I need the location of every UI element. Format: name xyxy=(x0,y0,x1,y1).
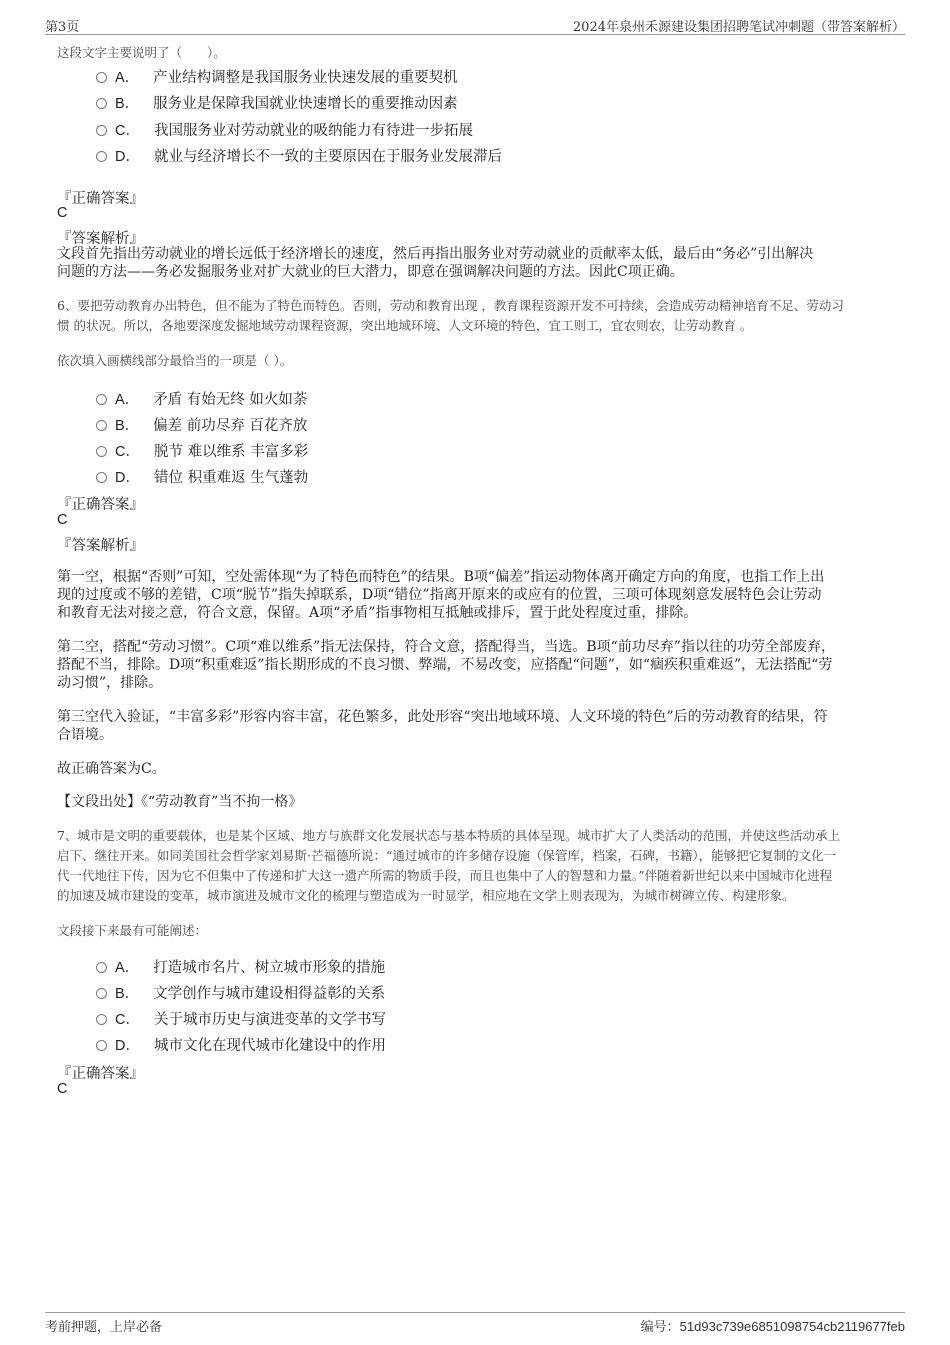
radio-icon[interactable] xyxy=(96,151,107,162)
q6-option-b[interactable]: B． 偏差 前功尽弃 百花齐放 xyxy=(96,414,307,434)
q5-stem: 这段文字主要说明了（ ）。 xyxy=(57,45,226,60)
q5-analysis-line2: 问题的方法——务必发掘服务业对扩大就业的巨大潜力，即意在强调解决问题的方法。因此C项正确。 xyxy=(57,264,684,280)
q5-option-b[interactable]: B． 服务业是保障我国就业快速增长的重要推动因素 xyxy=(96,92,458,112)
document-title: 2024年泉州禾源建设集团招聘笔试冲刺题（带答案解析） xyxy=(572,20,905,35)
q5-answer-label: 『正确答案』 xyxy=(57,191,144,207)
page-number: 第3页 xyxy=(45,20,80,35)
q7-stem-line3: 代一代地往下传，因为它不但集中了传递和扩大这一遗产所需的物质手段，而且也集中了人的智慧和力量。”伴随着新世纪以来中国城市化进程 xyxy=(57,868,833,883)
radio-icon[interactable] xyxy=(96,394,107,405)
radio-icon[interactable] xyxy=(96,1014,107,1025)
q6-source: 【文段出处】《“劳动教育”当不拘一格》 xyxy=(57,794,303,810)
q6-analysis-p2-line3: 动习惯”，排除。 xyxy=(57,675,163,691)
footer-code-value: 51d93c739e6851098754cb2119677feb xyxy=(679,1319,905,1334)
q7-stem-line4: 的加速及城市建设的变革，城市演进及城市文化的梳理与塑造成为一时显学，相应地在文学上则表现为，为城市树碑立传、构建形象。 xyxy=(57,888,795,903)
q5-option-d[interactable]: D． 就业与经济增长不一致的主要原因在于服务业发展滞后 xyxy=(96,145,502,165)
q5-answer: C xyxy=(57,205,68,221)
q6-analysis-p3-line2: 合语境。 xyxy=(57,727,113,743)
q6-answer-label: 『正确答案』 xyxy=(57,497,144,513)
page-footer xyxy=(45,1312,905,1333)
q5-option-a[interactable]: A． 产业结构调整是我国服务业快速发展的重要契机 xyxy=(96,66,458,86)
q6-analysis-p1-line3: 和教育无法对接之意，符合文意，保留。A项“矛盾”指事物相互抵触或排斥，置于此处程度过重，排除。 xyxy=(57,605,698,621)
radio-icon[interactable] xyxy=(96,72,107,83)
q6-analysis-p1-line1: 第一空，根据“否则”可知，空处需体现“为了特色而特色”的结果。B项“偏差”指运动物体离开确定方向的角度，也指工作上出 xyxy=(57,569,825,585)
q7-answer: C xyxy=(57,1081,68,1097)
radio-icon[interactable] xyxy=(96,125,107,136)
q7-option-d[interactable]: D． 城市文化在现代城市化建设中的作用 xyxy=(96,1034,386,1054)
radio-icon[interactable] xyxy=(96,472,107,483)
q6-analysis-label: 『答案解析』 xyxy=(57,538,144,554)
page-header xyxy=(45,14,905,35)
q7-option-a[interactable]: A． 打造城市名片、树立城市形象的措施 xyxy=(96,956,385,976)
q7-stem-line2: 启下、继往开来。如同美国社会哲学家刘易斯·芒福德所说：“通过城市的许多储存设施（保管库，档案，石碑，书籍），能够把它复制的文化一 xyxy=(57,848,837,863)
footer-slogan: 考前押题，上岸必备 xyxy=(45,1320,163,1335)
q6-answer: C xyxy=(57,512,68,528)
q6-option-d[interactable]: D． 错位 积重难返 生气蓬勃 xyxy=(96,466,308,486)
radio-icon[interactable] xyxy=(96,420,107,431)
radio-icon[interactable] xyxy=(96,988,107,999)
q7-option-c[interactable]: C． 关于城市历史与演进变革的文学书写 xyxy=(96,1008,386,1028)
q6-final-answer: 故正确答案为C。 xyxy=(57,761,166,777)
radio-icon[interactable] xyxy=(96,446,107,457)
q5-analysis-label: 『答案解析』 xyxy=(57,231,144,247)
radio-icon[interactable] xyxy=(96,1040,107,1051)
q6-option-a[interactable]: A． 矛盾 有始无终 如火如荼 xyxy=(96,388,307,408)
q6-prompt: 依次填入画横线部分最恰当的一项是（ ）。 xyxy=(57,353,293,368)
footer-code-label: 编号： xyxy=(640,1320,680,1335)
q6-analysis-p2-line1: 第二空，搭配“劳动习惯”。C项“难以维系”指无法保持，符合文意，搭配得当，当选。B项“前功尽弃”指以往的功劳全部废弃， xyxy=(57,639,835,655)
q7-prompt: 文段接下来最有可能阐述： xyxy=(57,923,208,938)
q6-analysis-p3-line1: 第三空代入验证，“丰富多彩”形容内容丰富，花色繁多，此处形容“突出地域环境、人文环境的特色”后的劳动教育的结果，符 xyxy=(57,709,828,725)
footer-code xyxy=(641,1316,905,1335)
q6-analysis-p1-line2: 现的过度或不够的差错，C项“脱节”指失掉联系，D项“错位”指离开原来的或应有的位置，三项可体现刻意发展特色会让劳动 xyxy=(57,587,822,603)
radio-icon[interactable] xyxy=(96,962,107,973)
q7-stem-line1: 7、城市是文明的重要载体，也是某个区域、地方与族群文化发展状态与基本特质的具体呈现。城市扩大了人类活动的范围，并使这些活动承上 xyxy=(57,828,840,843)
radio-icon[interactable] xyxy=(96,98,107,109)
q7-option-b[interactable]: B． 文学创作与城市建设相得益彰的关系 xyxy=(96,982,385,1002)
q5-analysis-line1: 文段首先指出劳动就业的增长远低于经济增长的速度，然后再指出服务业对劳动就业的贡献率太低，最后由“务必”引出解决 xyxy=(57,246,814,262)
q6-analysis-p2-line2: 搭配不当，排除。D项“积重难返”指长期形成的不良习惯、弊端，不易改变，应搭配“问题”，如“痼疾积重难返”，无法搭配“劳 xyxy=(57,657,833,673)
q6-stem-line1: 6、要把劳动教育办出特色，但不能为了特色而特色。否则，劳动和教育出现 ，教育课程资源开发不可持续，会造成劳动精神培育不足、劳动习 xyxy=(57,298,844,313)
q6-option-c[interactable]: C． 脱节 难以维系 丰富多彩 xyxy=(96,440,308,460)
q5-option-c[interactable]: C． 我国服务业对劳动就业的吸纳能力有待进一步拓展 xyxy=(96,119,473,139)
q7-answer-label: 『正确答案』 xyxy=(57,1066,144,1082)
q6-stem-line2: 惯 的状况。所以，各地要深度发掘地域劳动课程资源，突出地域环境、人文环境的特色，宜工则工，宜农则农，让劳动教育 。 xyxy=(57,318,753,333)
